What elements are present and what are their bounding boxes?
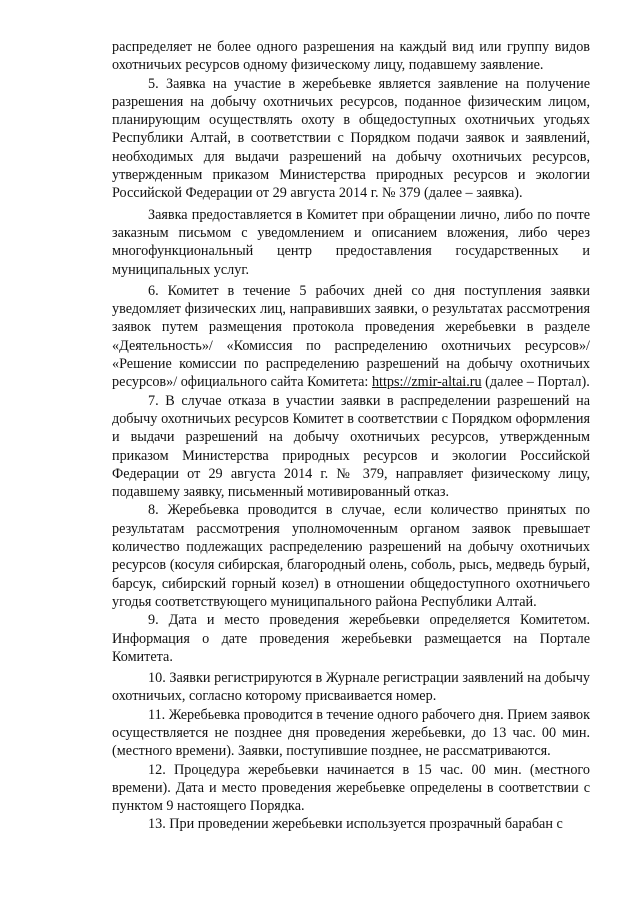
paragraph-8: 8. Жеребьевка проводится в случае, если количество принятых по результатам рассмотрения уполномоченным органом заявок превышает количество подлежащих распределению разрешений на добычу охотничьих ресурсов (косуля сибирская, благородный олень, соболь, рысь, медведь бурый, барсук, сибирский горный козел) в отношении общедоступного охотничьего угодья соответствующего муниципального района Республики Алтай. [112,502,590,610]
paragraph-9: 9. Дата и место проведения жеребьевки определяется Комитетом. Информация о дате проведения жеребьевки размещается на Портале Комитета. [112,612,590,665]
paragraph-6 [112,282,590,392]
paragraph-10: 10. Заявки регистрируются в Журнале регистрации заявлений на добычу охотничьих, согласно которому присваивается номер. [112,670,590,705]
paragraph-6-text: 6. Комитет в течение 5 рабочих дней со дня поступления заявки уведомляет физических лиц, направивших заявки, о результатах рассмотрения заявок путем размещения протокола проведения жеребьевки в разделе «Деятельность»/ «Комиссия по распределению охотничьих ресурсов»/ «Решение комиссии по распределению разрешений на добычу охотничьих ресурсов»/ официального сайта Комитета: [112,282,590,391]
paragraph-5-submission: Заявка предоставляется в Комитет при обращении лично, либо по почте заказным письмом с уведомлением и описанием вложения, либо через многофункциональный центр предоставления государственных и муниципальных услуг. [112,206,590,278]
paragraph-4-continuation: распределяет не более одного разрешения на каждый вид или группу видов охотничьих ресурсов одному физическому лицу, подавшему заявление. [112,39,590,74]
paragraph-13: 13. При проведении жеребьевки используется прозрачный барабан с [148,816,563,833]
document-page [112,38,590,834]
paragraph-7: 7. В случае отказа в участии заявки в распределении разрешений на добычу охотничьих ресурсов Комитет в соответствии с Порядком оформления и выдачи разрешений на добычу охотничьих ресурсов, утвержденным приказом Министерства природных ресурсов и экологии Российской Федерации от 29 августа 2014 г. № 379, направляет физическому лицу, подавшему заявку, письменный мотивированный отказ. [112,392,590,501]
paragraph-11: 11. Жеребьевка проводится в течение одного рабочего дня. Прием заявок осуществляется не позднее дня проведения жеребьевки, до 13 час. 00 мин. (местного времени). Заявки, поступившие позднее, не рассматриваются. [112,706,590,760]
paragraph-5: 5. Заявка на участие в жеребьевке является заявление на получение разрешения на добычу охотничьих ресурсов, поданное физическим лицом, планирующим осуществлять охоту в общедоступных охотничьих угодьях Республики Алтай, в соответствии с Порядком подачи заявок и заявлений, необходимых для выдачи разрешений на добычу охотничьих ресурсов, утвержденным приказом Министерства природных ресурсов и экологии Российской Федерации от 29 августа 2014 г. № 379 (далее – заявка). [112,75,590,202]
paragraph-6-text-end: (далее – Портал). [481,374,590,391]
committee-site-link[interactable]: https://zmir-altai.ru [371,374,482,391]
paragraph-12: 12. Процедура жеребьевки начинается в 15 час. 00 мин. (местного времени). Дата и место проведения жеребьевке определены в соответствии с пунктом 9 настоящего Порядка. [112,761,590,815]
